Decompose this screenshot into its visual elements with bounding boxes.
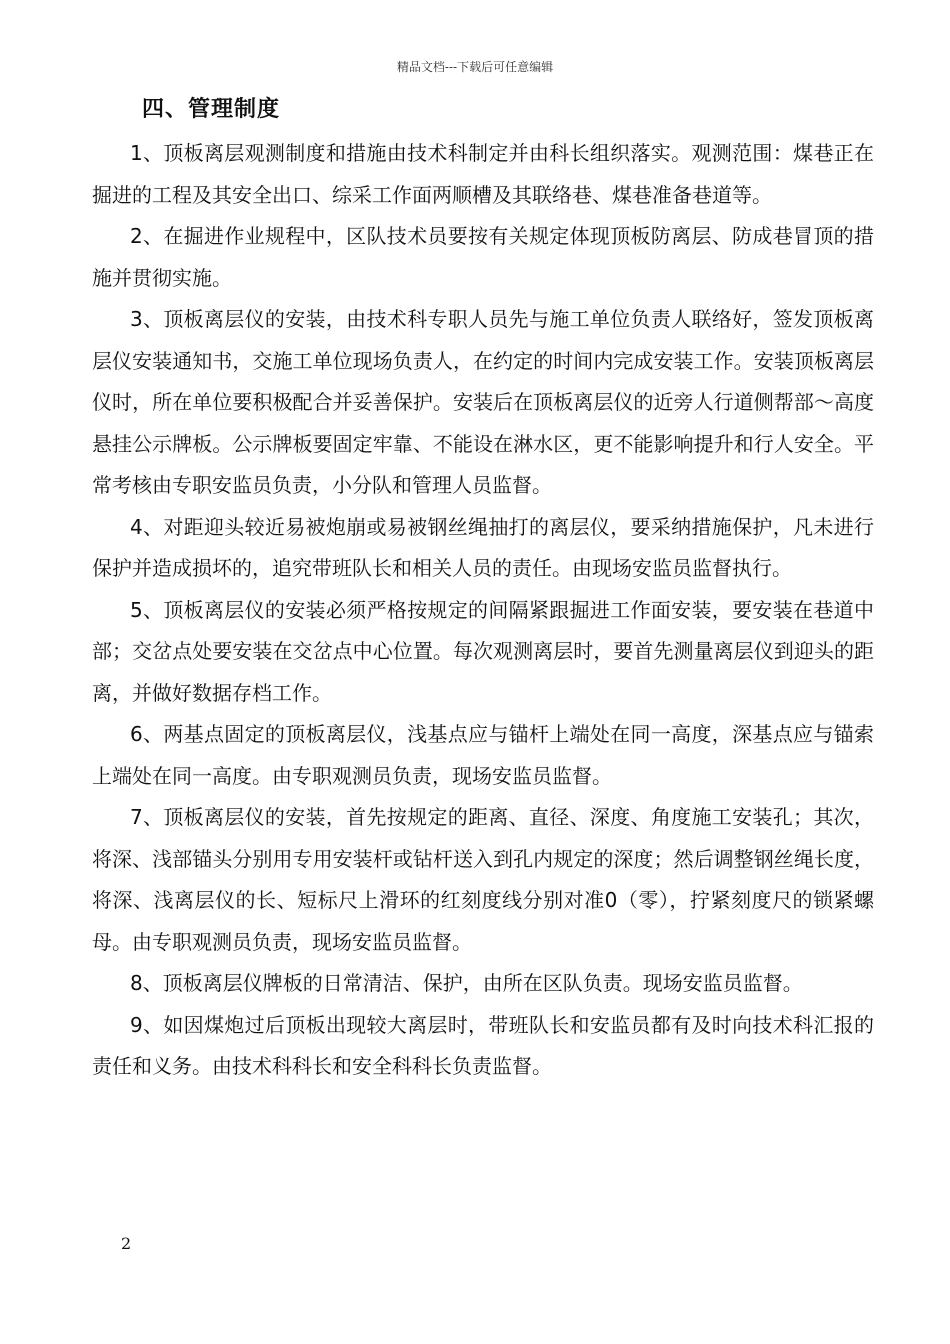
paragraph-9: 9、如因煤炮过后顶板出现较大离层时，带班队长和安监员都有及时向技术科汇报的责任和义务。由技术科科长和安全科科长负责监督。 [92, 1012, 874, 1078]
paragraph-5: 5、顶板离层仪的安装必须严格按规定的间隔紧跟掘进工作面安装，要安装在巷道中部；交岔点处要安装在交岔点中心位置。每次观测离层时，要首先测量离层仪到迎头的距离，并做好数据存档工作。 [92, 597, 874, 705]
header-note: 精品文档---下载后可任意编辑 [396, 60, 554, 74]
paragraph-3: 3、顶板离层仪的安装，由技术科专职人员先与施工单位负责人联络好，签发顶板离层仪安装通知书，交施工单位现场负责人，在约定的时间内完成安装工作。安装顶板离层仪时，所在单位要积极配合并妥善保护。安装后在顶板离层仪的近旁人行道侧帮部～高度悬挂公示牌板。公示牌板要固定牢靠、不能设在淋水区，更不能影响提升和行人安全。平常考核由专职安监员负责，小分队和管理人员监督。 [92, 307, 874, 497]
page-number: 2 [121, 1234, 132, 1253]
section-title: 四、管理制度 [142, 97, 281, 122]
body-text [92, 133, 874, 1088]
paragraph-4: 4、对距迎头较近易被炮崩或易被钢丝绳抽打的离层仪，要采纳措施保护，凡未进行保护并造成损坏的，追究带班队长和相关人员的责任。由现场安监员监督执行。 [92, 514, 874, 580]
paragraph-7: 7、顶板离层仪的安装，首先按规定的距离、直径、深度、角度施工安装孔；其次，将深、浅部锚头分别用专用安装杆或钻杆送入到孔内规定的深度；然后调整钢丝绳长度，将深、浅离层仪的长、短标尺上滑环的红刻度线分别对准0（零），拧紧刻度尺的锁紧螺母。由专职观测员负责，现场安监员监督。 [92, 805, 874, 954]
paragraph-1: 1、顶板离层观测制度和措施由技术科制定并由科长组织落实。观测范围：煤巷正在掘进的工程及其安全出口、综采工作面两顺槽及其联络巷、煤巷准备巷道等。 [92, 141, 874, 207]
paragraph-2: 2、在掘进作业规程中，区队技术员要按有关规定体现顶板防离层、防成巷冒顶的措施并贯彻实施。 [92, 224, 874, 290]
paragraph-6: 6、两基点固定的顶板离层仪，浅基点应与锚杆上端处在同一高度，深基点应与锚索上端处在同一高度。由专职观测员负责，现场安监员监督。 [92, 722, 874, 788]
paragraph-8: 8、顶板离层仪牌板的日常清洁、保护，由所在区队负责。现场安监员监督。 [130, 971, 803, 995]
